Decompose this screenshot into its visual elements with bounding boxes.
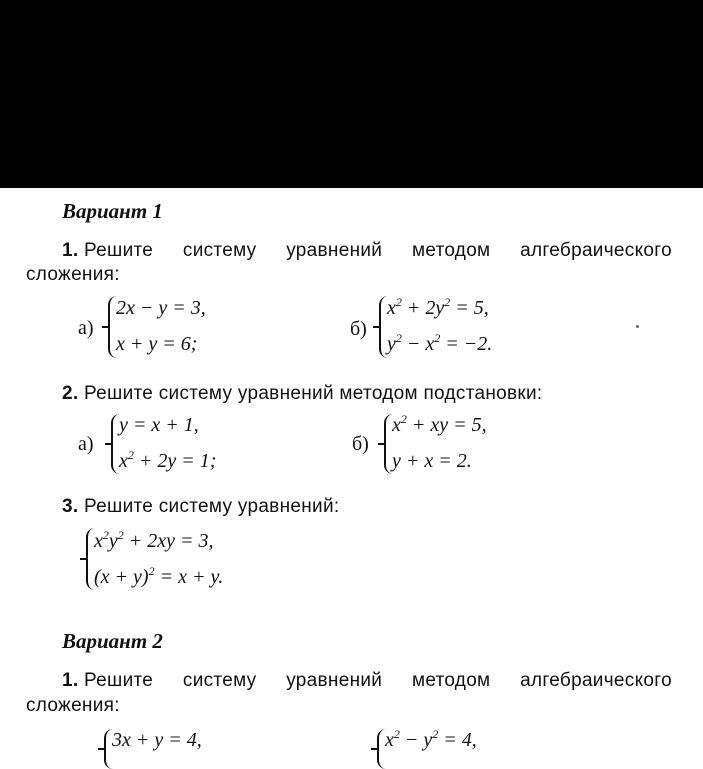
v1-t1-a-label: а) [78, 317, 94, 339]
v1-task1-line2: сложения: [26, 264, 120, 285]
v1-t1-b-eq2: $y^2 - x^2 = -2$. [387, 331, 493, 355]
word: уравнений [286, 670, 383, 691]
scan-speck [636, 325, 639, 328]
v1-t1-b-eq1: $x^2 + 2y^2 = 5$, [387, 295, 489, 319]
v1-t2-b-eq1: $x^2$ + xy = 5, [392, 412, 487, 436]
word: систему [182, 240, 257, 261]
v1-t2-b-label: б) [352, 433, 369, 455]
word: методом [411, 670, 491, 691]
v1-task1-line1 [62, 240, 672, 262]
v1-task1-number: 1. [62, 240, 79, 261]
v1-task3-text: 3. Решите систему уравнений: [62, 496, 340, 517]
black-redaction-band [0, 0, 703, 188]
v1-t1-b-label: б) [350, 318, 367, 340]
variant-2-title: Вариант 2 [62, 629, 163, 653]
v1-t2-b-eq2: y + x = 2. [392, 450, 472, 472]
word: систему [182, 670, 257, 691]
v2-t1-b-eq1: $x^2 - y^2 = 4$, [385, 727, 477, 751]
v2-task1-line1 [62, 670, 672, 692]
v2-task1-number: 1. [62, 670, 79, 691]
word: алгебраического [520, 670, 672, 691]
v1-t2-a-eq1: y = x + 1, [119, 414, 199, 436]
v1-t3-eq1: $x^2y^2 + 2xy = 3$, [94, 528, 214, 552]
word: уравнений [286, 240, 383, 261]
word: алгебраического [520, 240, 672, 261]
v1-t1-a-eq1: 2x − y = 3, [116, 297, 206, 319]
v2-t1-a-eq1: 3x + y = 4, [112, 729, 202, 751]
word: Решите [84, 240, 154, 261]
v1-t2-a-label: а) [78, 433, 94, 455]
word: Решите [84, 670, 154, 691]
v1-t1-a-eq2: x + y = 6; [116, 333, 198, 355]
variant-1-title: Вариант 1 [62, 199, 163, 223]
v2-task1-line2: сложения: [26, 695, 120, 716]
v1-task2-text: 2. Решите систему уравнений методом подстановки: [62, 383, 543, 404]
v1-task2-number: 2. [62, 383, 79, 404]
word: методом [411, 240, 491, 261]
v1-t2-a-eq2: $x^2 + 2y = 1$; [119, 448, 217, 472]
v1-t3-eq2: $(x + y)^2 = x + y$. [94, 564, 224, 588]
v1-task3-number: 3. [62, 496, 79, 517]
